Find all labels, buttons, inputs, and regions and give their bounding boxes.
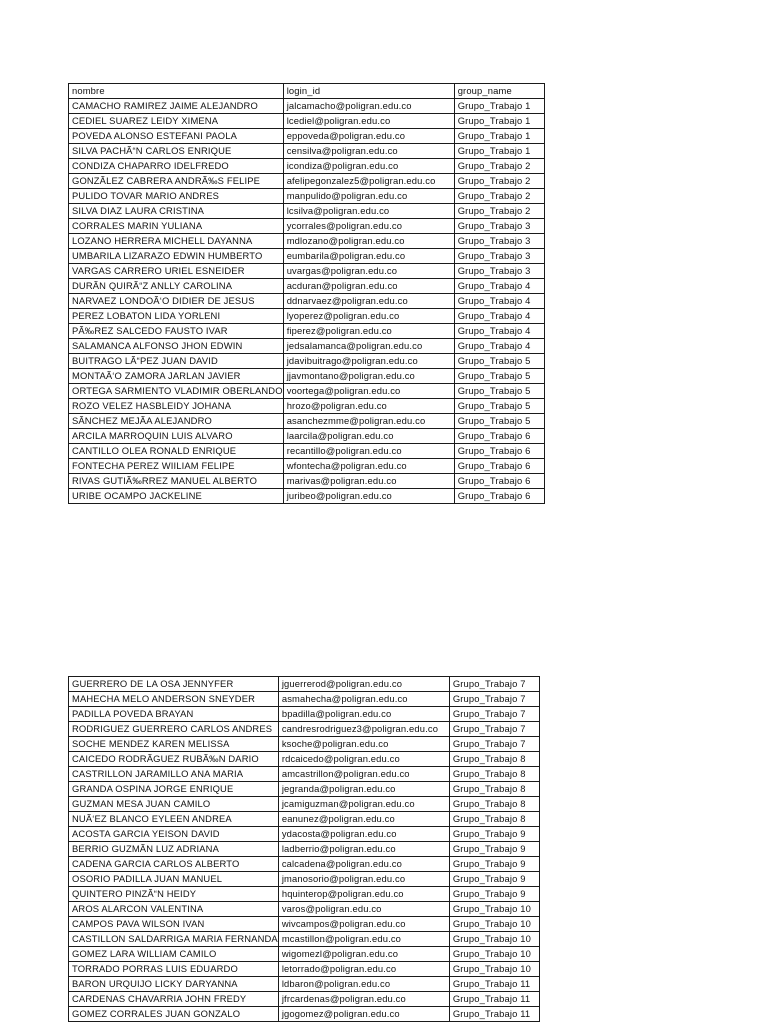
table-1-body — [69, 84, 545, 504]
table-row — [69, 842, 540, 857]
name-cell: RIVAS GUTIÃ‰RREZ MANUEL ALBERTO — [69, 474, 284, 489]
group-name-cell: Grupo_Trabajo 1 — [454, 99, 544, 114]
table-row — [69, 204, 545, 219]
group-name-cell: Grupo_Trabajo 5 — [454, 354, 544, 369]
login-id-cell: jguerrerod@poligran.edu.co — [278, 677, 449, 692]
group-name-cell: Grupo_Trabajo 1 — [454, 129, 544, 144]
table-row — [69, 189, 545, 204]
name-cell: FONTECHA PEREZ WIILIAM FELIPE — [69, 459, 284, 474]
table-row — [69, 932, 540, 947]
name-cell: ACOSTA GARCIA YEISON DAVID — [69, 827, 279, 842]
table-row — [69, 917, 540, 932]
group-name-cell: Grupo_Trabajo 9 — [449, 857, 539, 872]
group-name-cell: Grupo_Trabajo 8 — [449, 752, 539, 767]
table-row — [69, 354, 545, 369]
login-id-cell: jalcamacho@poligran.edu.co — [283, 99, 454, 114]
login-id-cell: varos@poligran.edu.co — [278, 902, 449, 917]
table-row — [69, 812, 540, 827]
table-row — [69, 459, 545, 474]
login-id-cell: marivas@poligran.edu.co — [283, 474, 454, 489]
login-id-cell: afelipegonzalez5@poligran.edu.co — [283, 174, 454, 189]
login-id-cell: hquinterop@poligran.edu.co — [278, 887, 449, 902]
table-row — [69, 414, 545, 429]
name-cell: CAMACHO RAMIREZ JAIME ALEJANDRO — [69, 99, 284, 114]
login-id-cell: acduran@poligran.edu.co — [283, 279, 454, 294]
table-row — [69, 264, 545, 279]
login-id-cell: bpadilla@poligran.edu.co — [278, 707, 449, 722]
login-id-cell: voortega@poligran.edu.co — [283, 384, 454, 399]
login-id-cell: rdcaicedo@poligran.edu.co — [278, 752, 449, 767]
name-cell: TORRADO PORRAS LUIS EDUARDO — [69, 962, 279, 977]
table-header-row — [69, 84, 545, 99]
group-name-cell: Grupo_Trabajo 3 — [454, 264, 544, 279]
login-id-cell: jfrcardenas@poligran.edu.co — [278, 992, 449, 1007]
group-name-cell: Grupo_Trabajo 2 — [454, 159, 544, 174]
table-row — [69, 369, 545, 384]
group-name-cell: Grupo_Trabajo 2 — [454, 174, 544, 189]
group-name-cell: Grupo_Trabajo 8 — [449, 782, 539, 797]
table-row — [69, 294, 545, 309]
table-row — [69, 887, 540, 902]
name-cell: GUERRERO DE LA OSA JENNYFER — [69, 677, 279, 692]
name-cell: OSORIO PADILLA JUAN MANUEL — [69, 872, 279, 887]
table-row — [69, 737, 540, 752]
table-row — [69, 992, 540, 1007]
group-name-cell: Grupo_Trabajo 10 — [449, 932, 539, 947]
group-name-cell: Grupo_Trabajo 6 — [454, 459, 544, 474]
name-cell: POVEDA ALONSO ESTEFANI PAOLA — [69, 129, 284, 144]
group-name-cell: Grupo_Trabajo 7 — [449, 692, 539, 707]
name-cell: UMBARILA LIZARAZO EDWIN HUMBERTO — [69, 249, 284, 264]
name-cell: CORRALES MARIN YULIANA — [69, 219, 284, 234]
name-cell: SILVA DIAZ LAURA CRISTINA — [69, 204, 284, 219]
group-name-cell: Grupo_Trabajo 3 — [454, 234, 544, 249]
group-name-cell: Grupo_Trabajo 3 — [454, 219, 544, 234]
name-cell: BERRIO GUZMÃN LUZ ADRIANA — [69, 842, 279, 857]
name-cell: CANTILLO OLEA RONALD ENRIQUE — [69, 444, 284, 459]
column-header-group-name: group_name — [454, 84, 544, 99]
group-name-cell: Grupo_Trabajo 5 — [454, 399, 544, 414]
name-cell: ARCILA MARROQUIN LUIS ALVARO — [69, 429, 284, 444]
group-name-cell: Grupo_Trabajo 8 — [449, 812, 539, 827]
name-cell: BUITRAGO LÃ“PEZ JUAN DAVID — [69, 354, 284, 369]
name-cell: NUÃ‘EZ BLANCO EYLEEN ANDREA — [69, 812, 279, 827]
name-cell: QUINTERO PINZÃ“N HEIDY — [69, 887, 279, 902]
table-row — [69, 429, 545, 444]
group-name-cell: Grupo_Trabajo 7 — [449, 677, 539, 692]
login-id-cell: uvargas@poligran.edu.co — [283, 264, 454, 279]
table-row — [69, 857, 540, 872]
table-row — [69, 722, 540, 737]
table-row — [69, 444, 545, 459]
name-cell: MAHECHA MELO ANDERSON SNEYDER — [69, 692, 279, 707]
name-cell: SALAMANCA ALFONSO JHON EDWIN — [69, 339, 284, 354]
group-name-cell: Grupo_Trabajo 11 — [449, 977, 539, 992]
login-id-cell: jdavibuitrago@poligran.edu.co — [283, 354, 454, 369]
group-name-cell: Grupo_Trabajo 1 — [454, 144, 544, 159]
group-name-cell: Grupo_Trabajo 5 — [454, 414, 544, 429]
name-cell: NARVAEZ LONDOÃ‘O DIDIER DE JESUS — [69, 294, 284, 309]
table-row — [69, 324, 545, 339]
table-row — [69, 947, 540, 962]
login-id-cell: jegranda@poligran.edu.co — [278, 782, 449, 797]
name-cell: BARON URQUIJO LICKY DARYANNA — [69, 977, 279, 992]
group-name-cell: Grupo_Trabajo 7 — [449, 722, 539, 737]
name-cell: SILVA PACHÃ“N CARLOS ENRIQUE — [69, 144, 284, 159]
group-name-cell: Grupo_Trabajo 6 — [454, 489, 544, 504]
group-name-cell: Grupo_Trabajo 8 — [449, 767, 539, 782]
login-id-cell: recantillo@poligran.edu.co — [283, 444, 454, 459]
column-header-name: nombre — [69, 84, 284, 99]
group-name-cell: Grupo_Trabajo 6 — [454, 429, 544, 444]
name-cell: CASTILLON SALDARRIGA MARIA FERNANDA — [69, 932, 279, 947]
table-row — [69, 474, 545, 489]
login-id-cell: asanchezmme@poligran.edu.co — [283, 414, 454, 429]
login-id-cell: jcamiguzman@poligran.edu.co — [278, 797, 449, 812]
name-cell: CEDIEL SUAREZ LEIDY XIMENA — [69, 114, 284, 129]
login-id-cell: ddnarvaez@poligran.edu.co — [283, 294, 454, 309]
name-cell: GUZMAN MESA JUAN CAMILO — [69, 797, 279, 812]
name-cell: PÃ‰REZ SALCEDO FAUSTO IVAR — [69, 324, 284, 339]
group-name-cell: Grupo_Trabajo 6 — [454, 444, 544, 459]
table-row — [69, 339, 545, 354]
name-cell: CONDIZA CHAPARRO IDELFREDO — [69, 159, 284, 174]
table-row — [69, 752, 540, 767]
name-cell: LOZANO HERRERA MICHELL DAYANNA — [69, 234, 284, 249]
name-cell: VARGAS CARRERO URIEL ESNEIDER — [69, 264, 284, 279]
table-row — [69, 962, 540, 977]
student-group-table-2 — [68, 676, 540, 1022]
login-id-cell: amcastrillon@poligran.edu.co — [278, 767, 449, 782]
table-row — [69, 174, 545, 189]
login-id-cell: eppoveda@poligran.edu.co — [283, 129, 454, 144]
name-cell: RODRIGUEZ GUERRERO CARLOS ANDRES — [69, 722, 279, 737]
group-name-cell: Grupo_Trabajo 10 — [449, 947, 539, 962]
group-name-cell: Grupo_Trabajo 10 — [449, 902, 539, 917]
login-id-cell: jgogomez@poligran.edu.co — [278, 1007, 449, 1022]
login-id-cell: wfontecha@poligran.edu.co — [283, 459, 454, 474]
name-cell: MONTAÃ‘O ZAMORA JARLAN JAVIER — [69, 369, 284, 384]
group-name-cell: Grupo_Trabajo 4 — [454, 324, 544, 339]
login-id-cell: mcastillon@poligran.edu.co — [278, 932, 449, 947]
login-id-cell: mdlozano@poligran.edu.co — [283, 234, 454, 249]
login-id-cell: icondiza@poligran.edu.co — [283, 159, 454, 174]
login-id-cell: ksoche@poligran.edu.co — [278, 737, 449, 752]
table-row — [69, 707, 540, 722]
group-name-cell: Grupo_Trabajo 2 — [454, 204, 544, 219]
name-cell: CAICEDO RODRÃGUEZ RUBÃ‰N DARIO — [69, 752, 279, 767]
name-cell: DURÃN QUIRÃ“Z ANLLY CAROLINA — [69, 279, 284, 294]
table-row — [69, 977, 540, 992]
group-name-cell: Grupo_Trabajo 7 — [449, 737, 539, 752]
group-name-cell: Grupo_Trabajo 10 — [449, 917, 539, 932]
group-name-cell: Grupo_Trabajo 4 — [454, 279, 544, 294]
group-name-cell: Grupo_Trabajo 7 — [449, 707, 539, 722]
name-cell: SOCHE MENDEZ KAREN MELISSA — [69, 737, 279, 752]
group-name-cell: Grupo_Trabajo 8 — [449, 797, 539, 812]
login-id-cell: candresrodriguez3@poligran.edu.co — [278, 722, 449, 737]
table-row — [69, 309, 545, 324]
name-cell: ORTEGA SARMIENTO VLADIMIR OBERLANDO — [69, 384, 284, 399]
login-id-cell: jjavmontano@poligran.edu.co — [283, 369, 454, 384]
group-name-cell: Grupo_Trabajo 5 — [454, 384, 544, 399]
table-row — [69, 677, 540, 692]
login-id-cell: censilva@poligran.edu.co — [283, 144, 454, 159]
table-2-body — [69, 677, 540, 1022]
login-id-cell: hrozo@poligran.edu.co — [283, 399, 454, 414]
table-row — [69, 159, 545, 174]
name-cell: PADILLA POVEDA BRAYAN — [69, 707, 279, 722]
name-cell: CARDENAS CHAVARRIA JOHN FREDY — [69, 992, 279, 1007]
group-name-cell: Grupo_Trabajo 6 — [454, 474, 544, 489]
login-id-cell: wivcampos@poligran.edu.co — [278, 917, 449, 932]
login-id-cell: ycorrales@poligran.edu.co — [283, 219, 454, 234]
name-cell: PEREZ LOBATON LIDA YORLENI — [69, 309, 284, 324]
login-id-cell: manpulido@poligran.edu.co — [283, 189, 454, 204]
group-name-cell: Grupo_Trabajo 4 — [454, 309, 544, 324]
name-cell: AROS ALARCON VALENTINA — [69, 902, 279, 917]
group-name-cell: Grupo_Trabajo 2 — [454, 189, 544, 204]
login-id-cell: fiperez@poligran.edu.co — [283, 324, 454, 339]
group-name-cell: Grupo_Trabajo 9 — [449, 872, 539, 887]
group-name-cell: Grupo_Trabajo 5 — [454, 369, 544, 384]
table-row — [69, 114, 545, 129]
group-name-cell: Grupo_Trabajo 4 — [454, 294, 544, 309]
name-cell: GOMEZ LARA WILLIAM CAMILO — [69, 947, 279, 962]
name-cell: CASTRILLON JARAMILLO ANA MARIA — [69, 767, 279, 782]
login-id-cell: ldbaron@poligran.edu.co — [278, 977, 449, 992]
login-id-cell: jedsalamanca@poligran.edu.co — [283, 339, 454, 354]
name-cell: ROZO VELEZ HASBLEIDY JOHANA — [69, 399, 284, 414]
login-id-cell: wigomezl@poligran.edu.co — [278, 947, 449, 962]
student-group-table-1 — [68, 83, 545, 504]
name-cell: URIBE OCAMPO JACKELINE — [69, 489, 284, 504]
name-cell: CADENA GARCIA CARLOS ALBERTO — [69, 857, 279, 872]
table-row — [69, 489, 545, 504]
table-row — [69, 797, 540, 812]
login-id-cell: laarcila@poligran.edu.co — [283, 429, 454, 444]
group-name-cell: Grupo_Trabajo 11 — [449, 992, 539, 1007]
table-row — [69, 827, 540, 842]
login-id-cell: letorrado@poligran.edu.co — [278, 962, 449, 977]
login-id-cell: ydacosta@poligran.edu.co — [278, 827, 449, 842]
group-name-cell: Grupo_Trabajo 10 — [449, 962, 539, 977]
table-row — [69, 129, 545, 144]
table-row — [69, 872, 540, 887]
login-id-cell: asmahecha@poligran.edu.co — [278, 692, 449, 707]
login-id-cell: lcediel@poligran.edu.co — [283, 114, 454, 129]
group-name-cell: Grupo_Trabajo 3 — [454, 249, 544, 264]
name-cell: GONZÃLEZ CABRERA ANDRÃ‰S FELIPE — [69, 174, 284, 189]
table-row — [69, 692, 540, 707]
login-id-cell: juribeo@poligran.edu.co — [283, 489, 454, 504]
group-name-cell: Grupo_Trabajo 4 — [454, 339, 544, 354]
table-row — [69, 144, 545, 159]
column-header-login-id: login_id — [283, 84, 454, 99]
login-id-cell: jmanosorio@poligran.edu.co — [278, 872, 449, 887]
table-row — [69, 399, 545, 414]
name-cell: PULIDO TOVAR MARIO ANDRES — [69, 189, 284, 204]
name-cell: CAMPOS PAVA WILSON IVAN — [69, 917, 279, 932]
name-cell: GRANDA OSPINA JORGE ENRIQUE — [69, 782, 279, 797]
name-cell: SÃNCHEZ MEJÃA ALEJANDRO — [69, 414, 284, 429]
table-row — [69, 234, 545, 249]
login-id-cell: lcsilva@poligran.edu.co — [283, 204, 454, 219]
table-row — [69, 249, 545, 264]
group-name-cell: Grupo_Trabajo 9 — [449, 887, 539, 902]
table-row — [69, 384, 545, 399]
group-name-cell: Grupo_Trabajo 9 — [449, 842, 539, 857]
name-cell: GOMEZ CORRALES JUAN GONZALO — [69, 1007, 279, 1022]
group-name-cell: Grupo_Trabajo 11 — [449, 1007, 539, 1022]
group-name-cell: Grupo_Trabajo 1 — [454, 114, 544, 129]
group-name-cell: Grupo_Trabajo 9 — [449, 827, 539, 842]
login-id-cell: eanunez@poligran.edu.co — [278, 812, 449, 827]
login-id-cell: lyoperez@poligran.edu.co — [283, 309, 454, 324]
table-row — [69, 767, 540, 782]
login-id-cell: ladberrio@poligran.edu.co — [278, 842, 449, 857]
login-id-cell: calcadena@poligran.edu.co — [278, 857, 449, 872]
login-id-cell: eumbarila@poligran.edu.co — [283, 249, 454, 264]
table-row — [69, 99, 545, 114]
table-row — [69, 1007, 540, 1022]
table-row — [69, 279, 545, 294]
table-row — [69, 902, 540, 917]
table-row — [69, 782, 540, 797]
table-row — [69, 219, 545, 234]
